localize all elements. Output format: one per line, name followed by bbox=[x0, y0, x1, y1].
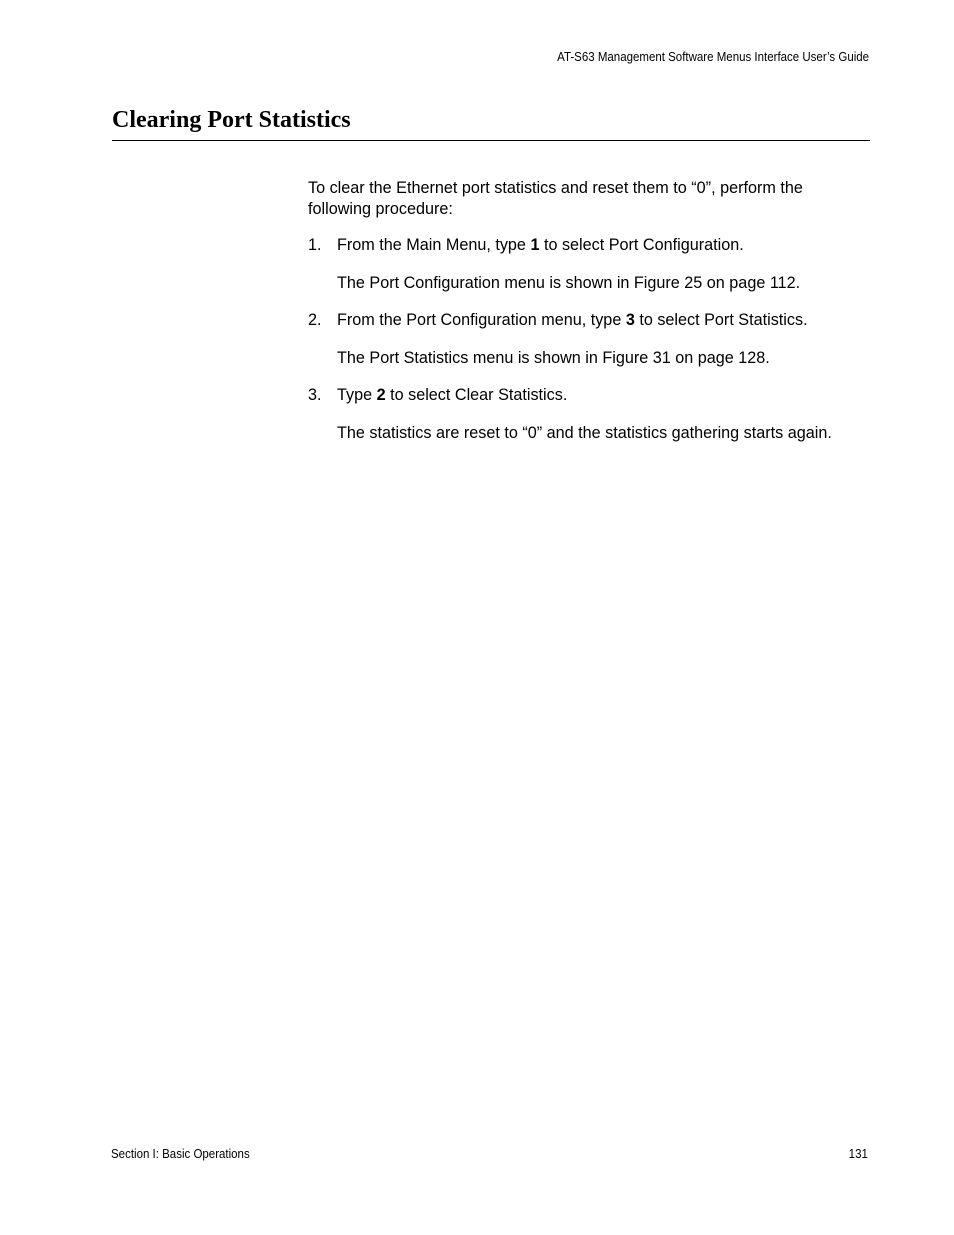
title-rule bbox=[112, 140, 870, 141]
step-text: to select Port Statistics. bbox=[634, 311, 808, 329]
section-title: Clearing Port Statistics bbox=[112, 107, 351, 133]
step-text: to select Clear Statistics. bbox=[385, 386, 568, 404]
page-number: 131 bbox=[848, 1147, 868, 1161]
step-text: Type bbox=[337, 386, 377, 404]
step-1 bbox=[308, 235, 868, 256]
step-number: 2. bbox=[308, 311, 322, 329]
step-text: From the Main Menu, type bbox=[337, 236, 531, 254]
step-key: 1 bbox=[530, 236, 540, 254]
step-2-result: The Port Statistics menu is shown in Figure 31 on page 128. bbox=[337, 348, 770, 367]
step-2 bbox=[308, 310, 868, 331]
intro-paragraph: To clear the Ethernet port statistics and reset them to “0”, perform the following procedure: bbox=[308, 179, 803, 218]
body-text bbox=[308, 178, 868, 460]
step-3-result: The statistics are reset to “0” and the statistics gathering starts again. bbox=[337, 423, 832, 442]
step-1-result: The Port Configuration menu is shown in Figure 25 on page 112. bbox=[337, 273, 801, 292]
step-3 bbox=[308, 385, 868, 406]
step-number: 3. bbox=[308, 386, 322, 404]
step-number: 1. bbox=[308, 236, 322, 254]
step-key: 2 bbox=[376, 386, 386, 404]
step-key: 3 bbox=[625, 311, 635, 329]
step-text: to select Port Configuration. bbox=[539, 236, 744, 254]
footer-section-label: Section I: Basic Operations bbox=[111, 1147, 250, 1161]
step-text: From the Port Configuration menu, type bbox=[337, 311, 626, 329]
running-header: AT-S63 Management Software Menus Interface User’s Guide bbox=[557, 50, 869, 64]
